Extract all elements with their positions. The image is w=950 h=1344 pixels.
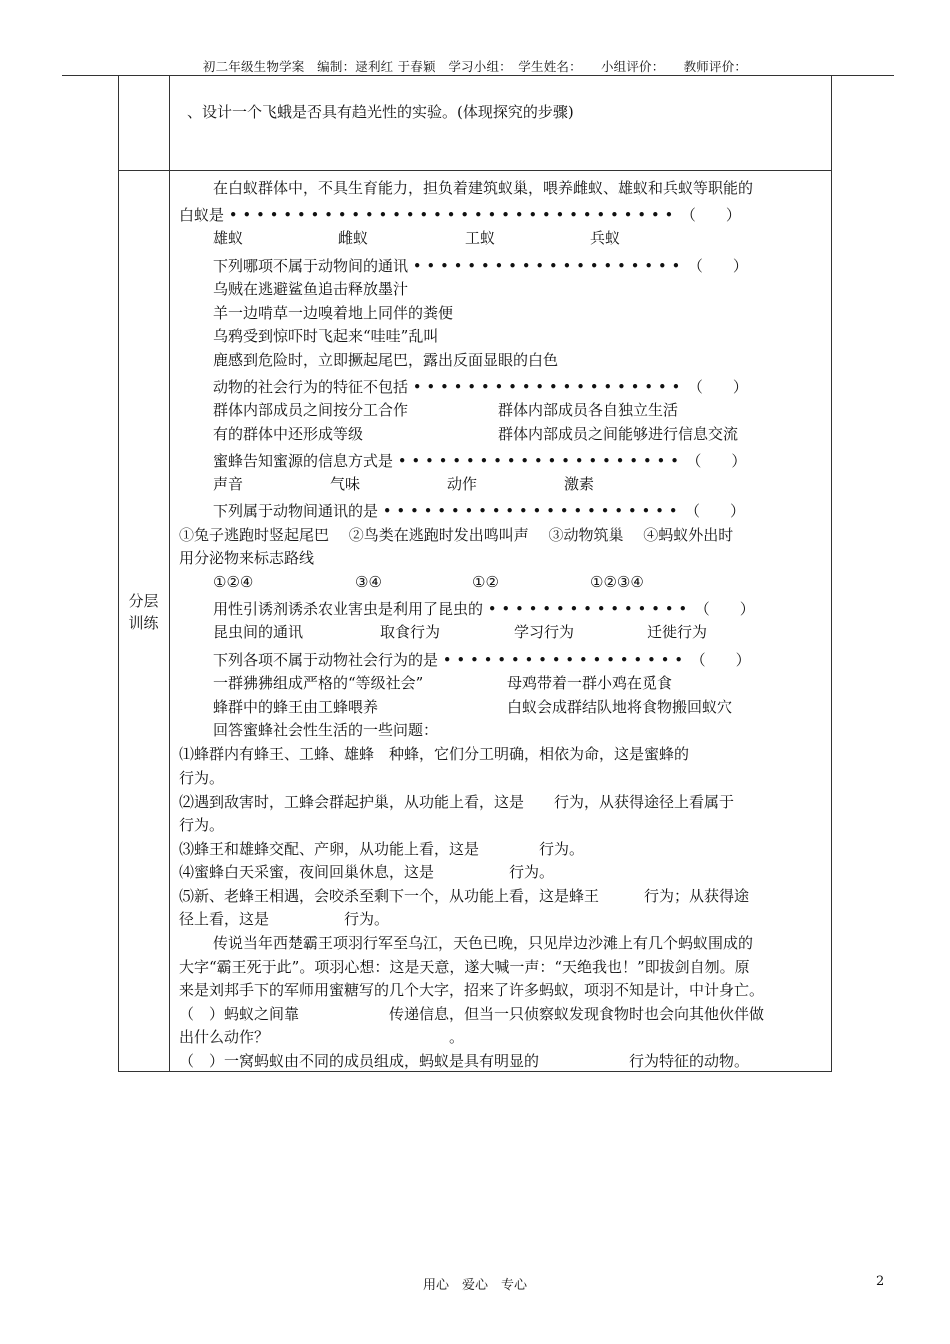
q6-option-b: 取食行为 <box>380 623 441 641</box>
q4-option-c: 动作 <box>447 475 478 493</box>
q2-option-b: 羊一边啃草一边嗅着地上同伴的粪便 <box>213 304 454 322</box>
story-line-6: （ ）一窝蚂蚁由不同的成员组成，蚂蚁是具有明显的 行为特征的动物。 <box>179 1052 750 1070</box>
q1-stem-line1: 在白蚁群体中，不具生育能力，担负着建筑蚁巢，喂养雌蚁、雄蚁和兵蚁等职能的 <box>213 179 754 197</box>
q2-stem: 下列哪项不属于动物间的通讯 • • • • • • • • • • • • • • • • • • • • （ ） <box>213 257 748 275</box>
page-footer: 用心 爱心 专心 <box>422 1278 527 1293</box>
q5-option-c: ①② <box>472 573 499 591</box>
q4-stem: 蜜蜂告知蜜源的信息方式是 • • • • • • • • • • • • • • • • • • • • • （ ） <box>213 452 747 470</box>
q6-option-d: 迁徙行为 <box>647 623 708 641</box>
design-experiment-question: 、设计一个飞蛾是否具有趋光性的实验。(体现探究的步骤) <box>187 103 574 121</box>
q4-option-a: 声音 <box>213 475 244 493</box>
q3-option-c: 有的群体中还形成等级 <box>213 425 364 443</box>
story-line-2: 大字“霸王死于此”。项羽心想：这是天意，遂大喊一声：“天绝我也！”即拔剑自刎。原 <box>179 958 750 976</box>
bee-line-2: 行为。 <box>179 769 225 787</box>
q6-stem: 用性引诱剂诱杀农业害虫是利用了昆虫的 • • • • • • • • • • • • • • • （ ） <box>213 600 755 618</box>
q5-items-line2: 用分泌物来标志路线 <box>179 549 315 567</box>
table-row-divider <box>118 170 831 171</box>
table-right-border <box>831 75 832 1072</box>
bee-line-8: 径上看，这是 行为。 <box>179 910 390 928</box>
bee-line-6: ⑷蜜蜂白天采蜜，夜间回巢休息，这是 行为。 <box>179 863 555 881</box>
q2-option-a: 乌贼在逃避鲨鱼追击释放墨汁 <box>213 280 409 298</box>
bee-line-5: ⑶蜂王和雄蜂交配、产卵，从功能上看，这是 行为。 <box>179 840 585 858</box>
bee-line-7: ⑸新、老蜂王相遇，会咬杀至剩下一个，从功能上看，这是蜂王 行为；从获得途 <box>179 887 750 905</box>
q7-option-c: 蜂群中的蜂王由工蜂喂养 <box>213 698 379 716</box>
q1-stem-line2: 白蚁是 • • • • • • • • • • • • • • • • • • • • • • • • • • • • • • • • • （ ） <box>179 206 741 224</box>
q7-stem: 下列各项不属于动物社会行为的是 • • • • • • • • • • • • • • • • • • （ ） <box>213 651 751 669</box>
q6-option-c: 学习行为 <box>514 623 575 641</box>
q5-option-d: ①②③④ <box>590 573 644 591</box>
q5-stem: 下列属于动物间通讯的是 • • • • • • • • • • • • • • • • • • • • • • （ ） <box>213 502 746 520</box>
bee-line-3: ⑵遇到敌害时，工蜂会群起护巢，从功能上看，这是 行为，从获得途径上看属于 <box>179 793 735 811</box>
story-line-4: （ ）蚂蚁之间靠 传递信息，但当一只侦察蚁发现食物时也会向其他伙伴做 <box>179 1005 765 1023</box>
q1-option-d: 兵蚁 <box>590 229 621 247</box>
q2-option-d: 鹿感到危险时，立即撅起尾巴，露出反面显眼的白色 <box>213 351 559 369</box>
section-label-line1: 分层 <box>128 592 159 610</box>
header-rule <box>62 75 894 76</box>
q1-option-a: 雄蚁 <box>213 229 244 247</box>
table-bottom-border <box>118 1071 831 1072</box>
section-label-line2: 训练 <box>128 614 159 632</box>
table-left-border <box>118 75 119 1072</box>
q4-option-b: 气味 <box>330 475 361 493</box>
q3-stem: 动物的社会行为的特征不包括 • • • • • • • • • • • • • • • • • • • • （ ） <box>213 378 748 396</box>
q7-option-a: 一群狒狒组成严格的“等级社会” <box>213 674 424 692</box>
q7-option-b: 母鸡带着一群小鸡在觅食 <box>507 674 673 692</box>
bee-line-4: 行为。 <box>179 816 225 834</box>
q3-option-d: 群体内部成员之间能够进行信息交流 <box>498 425 739 443</box>
bee-line-1: ⑴蜂群内有蜂王、工蜂、雄蜂 种蜂，它们分工明确，相依为命，这是蜜蜂的 <box>179 745 690 763</box>
page-number: 2 <box>876 1274 885 1289</box>
section-label <box>118 590 169 634</box>
story-line-5: 出什么动作？ 。 <box>179 1028 465 1046</box>
page-header: 初二年级生物学案 编制：逯利红 于春颖 学习小组： 学生姓名： 小组评价： 教师评价： <box>202 59 748 74</box>
q5-option-b: ③④ <box>355 573 382 591</box>
q3-option-b: 群体内部成员各自独立生活 <box>498 401 679 419</box>
q2-option-c: 乌鸦受到惊吓时飞起来“哇哇”乱叫 <box>213 327 439 345</box>
q3-option-a: 群体内部成员之间按分工合作 <box>213 401 409 419</box>
story-line-3: 来是刘邦手下的军师用蜜糖写的几个大字，招来了许多蚂蚁，项羽不知是计，中计身亡。 <box>179 981 765 999</box>
q4-option-d: 激素 <box>564 475 595 493</box>
q5-option-a: ①②④ <box>213 573 254 591</box>
q1-option-c: 工蚁 <box>465 229 496 247</box>
q5-items-line1: ①兔子逃跑时竖起尾巴 ②鸟类在逃跑时发出鸣叫声 ③动物筑巢 ④蚂蚁外出时 <box>179 526 734 544</box>
q6-option-a: 昆虫间的通讯 <box>213 623 304 641</box>
story-line-1: 传说当年西楚霸王项羽行军至乌江，天色已晚，只见岸边沙滩上有几个蚂蚁围成的 <box>213 934 754 952</box>
bee-intro: 回答蜜蜂社会性生活的一些问题： <box>213 721 439 739</box>
q1-option-b: 雌蚁 <box>338 229 369 247</box>
table-column-divider <box>169 75 170 1072</box>
q7-option-d: 白蚁会成群结队地将食物搬回蚁穴 <box>507 698 733 716</box>
